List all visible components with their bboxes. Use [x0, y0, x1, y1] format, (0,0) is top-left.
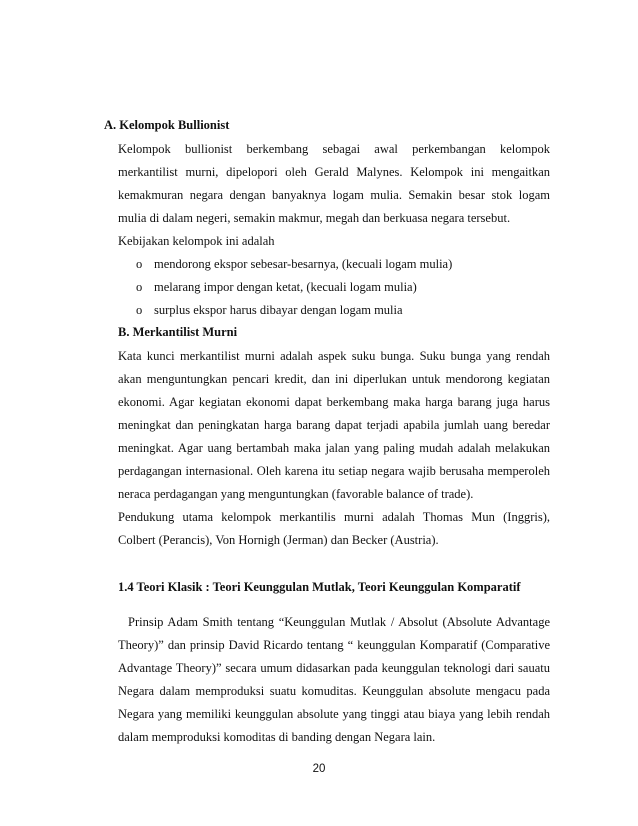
- list-item: [136, 256, 452, 272]
- page-number: 20: [312, 763, 326, 775]
- paragraph-line: perdagangan internasional. Oleh karena itu setiap negara wajib berusaha memperoleh: [118, 464, 550, 478]
- paragraph-line: akan menguntungkan pencari kredit, dan ini diperlukan untuk mendorong kegiatan: [118, 372, 550, 386]
- heading-kelompok-bullionist: A. Kelompok Bullionist: [104, 118, 230, 132]
- paragraph-line: Colbert (Perancis), Von Hornigh (Jerman) dan Becker (Austria).: [118, 533, 439, 547]
- paragraph-line: Theory)” dan prinsip David Ricardo tentang “ keunggulan Komparatif (Comparative: [118, 638, 550, 652]
- bullet-mark: o: [136, 280, 143, 294]
- paragraph-line: Negara yang memiliki keunggulan absolute yang tinggi atau biaya yang lebih rendah: [118, 707, 550, 721]
- heading-teori-klasik: 1.4 Teori Klasik : Teori Keunggulan Mutlak, Teori Keunggulan Komparatif: [118, 580, 521, 594]
- paragraph-line: Negara dalam memproduksi suatu komuditas. Keunggulan absolute mengacu pada: [118, 684, 550, 698]
- list-item: [136, 279, 417, 295]
- bullet-mark: o: [136, 257, 143, 271]
- paragraph-line: merkantilist murni, dipelopori oleh Gerald Malynes. Kelompok ini mengaitkan: [118, 165, 550, 179]
- heading-merkantilist-murni: B. Merkantilist Murni: [118, 325, 238, 339]
- paragraph-line: meningkat. Agar uang bertambah maka jalan yang paling mudah adalah melakukan: [118, 441, 550, 455]
- paragraph-line: Kebijakan kelompok ini adalah: [118, 234, 275, 248]
- paragraph-line: meningkat dan peningkatan harga barang dapat terjadi apabila jumlah uang beredar: [118, 418, 550, 432]
- paragraph-line: Kata kunci merkantilist murni adalah aspek suku bunga. Suku bunga yang rendah: [118, 349, 550, 363]
- paragraph-line: kemakmuran negara dengan banyaknya logam mulia. Semakin besar stok logam: [118, 188, 550, 202]
- bullet-mark: o: [136, 303, 143, 317]
- paragraph-line: neraca perdagangan yang menguntungkan (favorable balance of trade).: [118, 487, 474, 501]
- paragraph-line: Prinsip Adam Smith tentang “Keunggulan Mutlak / Absolut (Absolute Advantage: [128, 615, 550, 629]
- list-item: [136, 302, 403, 318]
- list-item-text: mendorong ekspor sebesar-besarnya, (kecuali logam mulia): [154, 257, 453, 271]
- paragraph-line: Advantage Theory)” secara umum didasarkan pada keunggulan teknologi dari sauatu: [118, 661, 550, 675]
- paragraph-line: dalam memproduksi komoditas di banding dengan Negara lain.: [118, 730, 436, 744]
- paragraph-line: Kelompok bullionist berkembang sebagai awal perkembangan kelompok: [118, 142, 550, 156]
- paragraph-line: mulia di dalam negeri, semakin makmur, megah dan berkuasa negara tersebut.: [118, 211, 511, 225]
- paragraph-line: Pendukung utama kelompok merkantilis murni adalah Thomas Mun (Inggris),: [118, 510, 550, 524]
- list-item-text: melarang impor dengan ketat, (kecuali logam mulia): [154, 280, 417, 294]
- paragraph-line: ekonomi. Agar kegiatan ekonomi dapat berkembang maka harga barang juga harus: [118, 395, 550, 409]
- list-item-text: surplus ekspor harus dibayar dengan logam mulia: [154, 303, 403, 317]
